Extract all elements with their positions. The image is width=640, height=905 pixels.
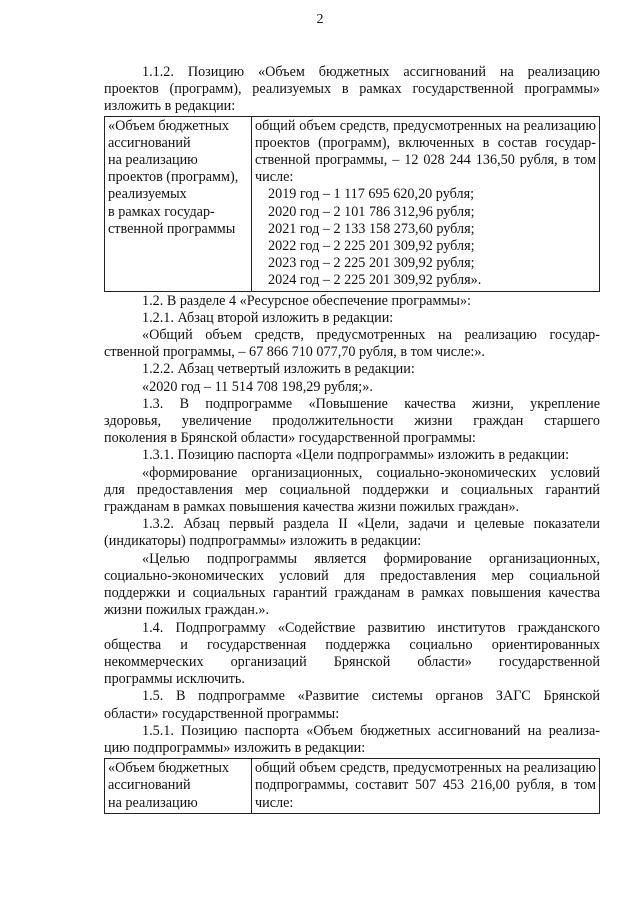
document-body [104,64,600,814]
table1-year-line: 2020 год – 2 101 786 312,96 рубля; [268,203,475,220]
paragraph-1-3-2-line-1: 1.3.2. Абзац первый раздела II «Цели, задачи и целевые показатели [142,516,600,533]
table2-value-line: общий объем средств, предусмотренных на реализацию [255,760,596,777]
quote-1-3-2-line-3: поддержки и социальных гарантий гражданам в рамках повышения качества [104,585,600,602]
table2-value-cell [252,759,600,814]
table1-year-line: 2019 год – 1 117 695 620,20 рубля; [268,186,475,203]
budget-table-program [104,116,600,292]
table2-label-line: ассигнований [108,777,191,794]
paragraph-1-3-line-2: здоровья, увеличение продолжительности жизни граждан старшего [104,413,600,430]
paragraph-1-4-line-1: 1.4. Подпрограмму «Содействие развитию институтов гражданского [142,619,600,636]
paragraph-1-3-line-1: 1.3. В подпрограмме «Повышение качества жизни, укрепление [142,395,600,412]
table1-label-line: «Объем бюджетных [108,117,230,134]
quote-1-3-2-line-1: «Целью подпрограммы является формирование организационных, [142,550,600,567]
quote-1-2-2: «2020 год – 11 514 708 198,29 рубля;». [142,378,373,395]
paragraph-1-5-line-2: области» государственной программы: [104,705,340,722]
quote-1-2-1-line-1: «Общий объем средств, предусмотренных на реализацию государ- [142,327,600,344]
table1-value-line: общий объем средств, предусмотренных на реализацию [255,117,596,134]
paragraph-1-1-2-line-2: проектов (программ), реализуемых в рамках государственной программы» [104,81,600,98]
quote-1-3-1-line-1: «формирование организационных, социально-экономических условий [142,464,600,481]
quote-1-3-2-line-2: социально-экономических условий для предоставления мер социальной [104,567,600,584]
table1-label-cell [105,116,252,291]
paragraph-1-5-1-line-2: цию подпрограммы» изложить в редакции: [104,739,366,756]
table2-value-line: числе: [255,794,294,811]
paragraph-1-3-2-line-2: (индикаторы) подпрограммы» изложить в редакции: [104,533,422,550]
table1-label-line: ассигнований [108,134,191,151]
quote-1-2-1-line-2: ственной программы, – 67 866 710 077,70 рубля, в том числе:». [104,344,485,361]
paragraph-1-4-line-3: некоммерческих организаций Брянской области» государственной [104,653,600,670]
paragraph-1-4-line-2: общества и государственная поддержка социально ориентированных [104,636,600,653]
table2-label-line: на реализацию [108,794,198,811]
paragraph-1-2-1: 1.2.1. Абзац второй изложить в редакции: [142,309,394,326]
paragraph-1-3-line-3: поколения в Брянской области» государственной программы: [104,430,476,447]
table2-label-line: «Объем бюджетных [108,760,230,777]
table1-value-line: числе: [255,169,294,186]
table1-label-line: ственной программы [108,220,236,237]
paragraph-1-5-1-line-1: 1.5.1. Позицию паспорта «Объем бюджетных ассигнований на реализа- [142,722,600,739]
table1-year-line: 2024 год – 2 225 201 309,92 рубля». [268,272,482,289]
table1-label-line: в рамках государ- [108,203,215,220]
table1-year-line: 2023 год – 2 225 201 309,92 рубля; [268,255,475,272]
table1-label-line: реализуемых [108,186,187,203]
table1-year-line: 2021 год – 2 133 158 273,60 рубля; [268,220,475,237]
paragraph-1-2-2: 1.2.2. Абзац четвертый изложить в редакции: [142,361,415,378]
page-number: 2 [316,12,324,27]
table2-value-line: подпрограммы, составит 507 453 216,00 рубля, в том [255,777,596,794]
table1-year-line: 2022 год – 2 225 201 309,92 рубля; [268,238,475,255]
table1-label-line: проектов (программ), [108,169,239,186]
paragraph-1-3-1: 1.3.1. Позицию паспорта «Цели подпрограммы» изложить в редакции: [142,447,570,464]
table1-label-line: на реализацию [108,152,198,169]
budget-table-subprogram [104,758,600,814]
paragraph-1-4-line-4: программы исключить. [104,671,245,688]
quote-1-3-2-line-4: жизни пожилых граждан.». [104,602,270,619]
paragraph-1-5-line-1: 1.5. В подпрограмме «Развитие системы органов ЗАГС Брянской [142,688,600,705]
table1-value-cell [252,116,600,291]
paragraph-1-2: 1.2. В разделе 4 «Ресурсное обеспечение программы»: [142,292,471,309]
table2-label-cell [105,759,252,814]
table1-value-line: ственной программы, – 12 028 244 136,50 рубля, в том [255,152,596,169]
quote-1-3-1-line-2: для предоставления мер социальной поддержки и социальных гарантий [104,481,600,498]
table1-value-line: проектов (программ), включенных в состав государ- [255,134,596,151]
quote-1-3-1-line-3: гражданам в рамках повышения качества жизни пожилых граждан». [104,499,520,516]
paragraph-1-1-2-line-3: изложить в редакции: [104,98,236,115]
paragraph-1-1-2-line-1: 1.1.2. Позицию «Объем бюджетных ассигнований на реализацию [142,64,600,80]
